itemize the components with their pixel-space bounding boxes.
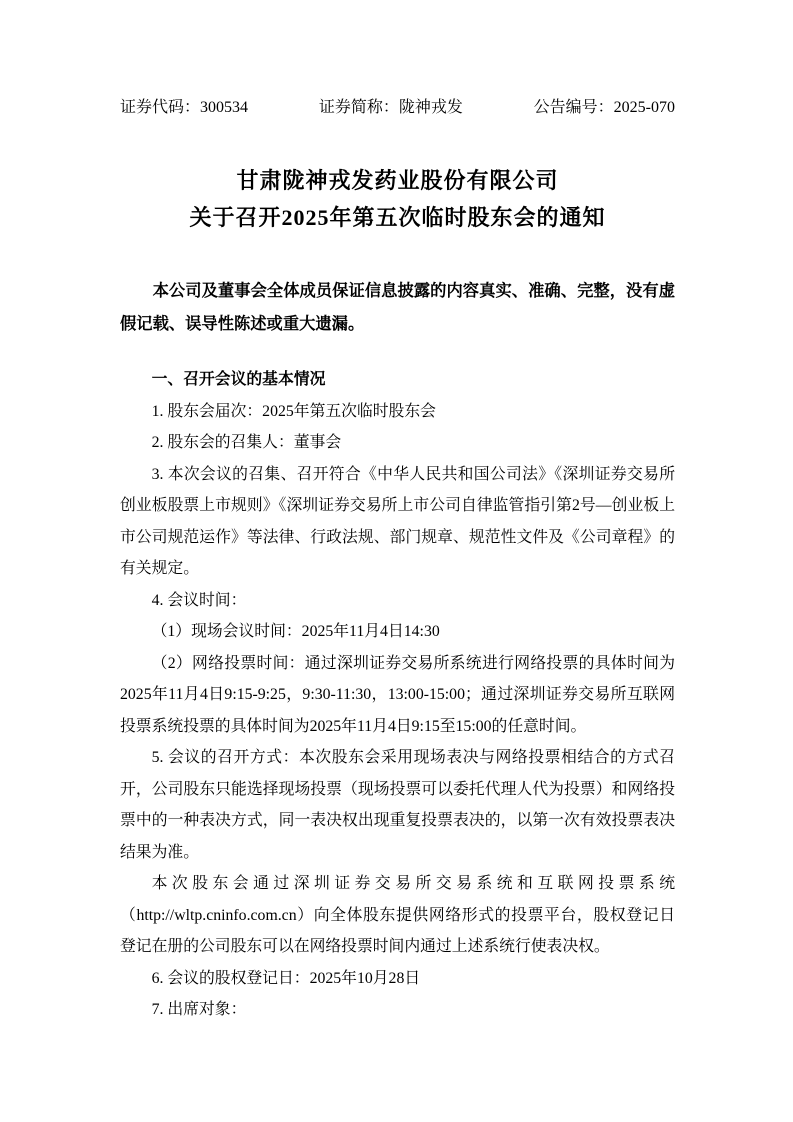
para-7-attendees: 7. 出席对象： <box>151 1001 247 1018</box>
para-voting-platform: 本次股东会通过深圳证券交易所交易系统和互联网投票系统（http://wltp.cninfo.com.cn）向全体股东提供网络形式的投票平台，股权登记日登记在册的公司股东可以在网络投票时间内通过上述系统行使表决权。 <box>120 875 675 955</box>
para-5-meeting-method: 5. 会议的召开方式：本次股东会采用现场表决与网络投票相结合的方式召开，公司股东只能选择现场投票（现场投票可以委托代理人代为投票）和网络投票中的一种表决方式，同一表决权出现重复投票表决的，以第一次有效投票表决结果为准。 <box>120 749 675 861</box>
para-4-1-onsite-meeting-time: （1）现场会议时间：2025年11月4日14:30 <box>151 623 440 640</box>
document-title <box>120 162 675 236</box>
para-1-meeting-session: 1. 股东会届次：2025年第五次临时股东会 <box>151 402 436 420</box>
para-4-meeting-time: 4. 会议时间： <box>151 591 247 609</box>
stock-code: 证券代码：300534 <box>120 99 249 116</box>
company-name: 甘肃陇神戎发药业股份有限公司 <box>236 168 559 193</box>
disclaimer-statement: 本公司及董事会全体成员保证信息披露的内容真实、准确、完整，没有虚假记载、误导性陈述或重大遗漏。 <box>120 281 675 333</box>
document-header <box>120 97 675 119</box>
announcement-number: 公告编号：2025-070 <box>533 99 675 116</box>
stock-name: 证券简称：陇神戎发 <box>318 99 463 116</box>
section-1-heading: 一、召开会议的基本情况 <box>151 371 326 388</box>
para-4-2-online-voting-time: （2）网络投票时间：通过深圳证券交易所系统进行网络投票的具体时间为2025年11月4日9:15-9:25，9:30-11:30，13:00-15:00；通过深圳证券交易所互联网投票系统投票的具体时间为2025年11月4日9:15至15:00的任意时间。 <box>120 654 675 735</box>
notice-title: 关于召开2025年第五次临时股东会的通知 <box>189 205 606 230</box>
para-2-convener: 2. 股东会的召集人：董事会 <box>151 434 342 451</box>
para-6-record-date: 6. 会议的股权登记日：2025年10月28日 <box>151 969 421 987</box>
para-3-legal-basis: 3. 本次会议的召集、召开符合《中华人民共和国公司法》《深圳证券交易所创业板股票上市规则》《深圳证券交易所上市公司自律监管指引第2号—创业板上市公司规范运作》等法律、行政法规、部门规章、规范性文件及《公司章程》的有关规定。 <box>120 465 675 577</box>
